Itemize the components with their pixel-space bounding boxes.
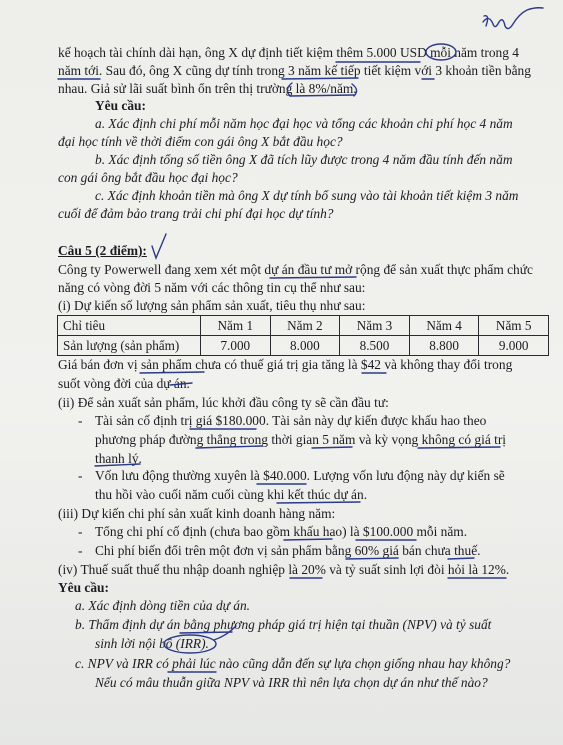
question-c-line: c. NPV và IRR có phải lúc nào cũng dẫn đến sự lựa chọn giống nhau hay không? [75,656,511,671]
table-cell: Chỉ tiêu [58,316,201,336]
table-cell: 9.000 [479,336,549,356]
question-c-line: cuối để đảm bảo trang trải chi phí đại học dự tính? [58,206,334,221]
table-cell: 7.000 [201,336,271,356]
bullet-dash: - [78,524,83,539]
table-cell: Năm 5 [479,316,549,336]
requirements-heading: Yêu cầu: [58,580,109,595]
question-a-line: a. Xác định chi phí mỗi năm học đại học và tổng các khoản chi phí học 4 năm [95,116,513,131]
text-line: kế hoạch tài chính dài hạn, ông X dự định tiết kiệm thêm 5.000 USD mỗi năm trong 4 [58,45,519,60]
bullet-dash: - [78,413,83,428]
question-c-line: c. Xác định khoản tiền mà ông X dự tính bổ sung vào tài khoản tiết kiệm 3 năm [95,188,519,203]
table-cell: Năm 1 [201,316,271,336]
text-line: Vốn lưu động thường xuyên là $40.000. Lượng vốn lưu động này dự kiến sẽ [95,468,505,483]
text-line: năm tới. Sau đó, ông X cũng dự tính trong 3 năm kế tiếp tiết kiệm với 3 khoản tiền bằng [58,63,531,78]
table-row [58,336,549,356]
table-cell: Năm 4 [409,316,479,336]
question-b-line: b. Xác định tổng số tiền ông X đã tích lũy được trong 4 năm đầu tính đến năm [95,152,513,167]
table-cell: 8.800 [409,336,479,356]
production-table [57,315,549,356]
table-cell: Năm 3 [340,316,410,336]
table-cell: 8.000 [270,336,340,356]
requirements-heading: Yêu cầu: [95,98,146,113]
question-a-line: a. Xác định dòng tiền của dự án. [75,598,251,613]
table-cell: Năm 2 [270,316,340,336]
table-header-row [58,316,549,336]
text-line: (iv) Thuế suất thuế thu nhập doanh nghiệp là 20% và tỷ suất sinh lợi đòi hỏi là 12%. [58,562,510,577]
table-cell: Sản lượng (sản phẩm) [58,336,201,356]
question-a-line: đại học tính về thời điểm con gái ông X bắt đầu học? [58,134,343,149]
question-c-line: Nếu có mâu thuẫn giữa NPV và IRR thì nên lựa chọn dự án như thế nào? [95,675,488,690]
text-line: (iii) Dự kiến chi phí sản xuất kinh doanh hàng năm: [58,506,336,521]
text-line: (ii) Để sản xuất sản phẩm, lúc khởi đầu công ty sẽ cần đầu tư: [58,395,389,410]
signature-mark [484,16,488,26]
text-line: suốt vòng đời của dự án. [58,376,190,391]
text-line: Chi phí biến đổi trên một đơn vị sản phẩm bằng 60% giá bán chưa thuế. [95,543,481,558]
bullet-dash: - [78,543,83,558]
text-line: năng có vòng đời 5 năm với các thông tin cụ thể như sau: [58,280,366,295]
text-line: (i) Dự kiến số lượng sản phẩm sản xuất, tiêu thụ như sau: [58,298,366,313]
bullet-dash: - [78,468,83,483]
question-b-line: b. Thẩm định dự án bằng phương pháp giá trị hiện tại thuần (NPV) và tỷ suất [75,617,492,632]
text-line: Tài sản cố định trị giá $180.000. Tài sản này dự kiến được khấu hao theo [95,413,487,428]
text-line: nhau. Giả sử lãi suất bình ổn trên thị trường là 8%/năm. [58,81,357,96]
section-title: Câu 5 (2 điểm): [58,243,147,258]
signature-mark [483,8,543,29]
text-line: Tổng chi phí cố định (chưa bao gồm khấu hao) là $100.000 mỗi năm. [95,524,468,539]
question-b-line: sinh lời nội bộ (IRR). [95,636,209,651]
text-line: phương pháp đường thẳng trong thời gian 5 năm và kỳ vọng không có giá trị [95,432,507,447]
text-line: thanh lý. [95,451,142,466]
text-line: Giá bán đơn vị sản phẩm chưa có thuế giá trị gia tăng là $42 và không thay đổi trong [58,357,513,372]
question-b-line: con gái ông bắt đầu học đại học? [58,170,238,185]
table-cell: 8.500 [340,336,410,356]
text-line: Công ty Powerwell đang xem xét một dự án đầu tư mở rộng để sản xuất thực phẩm chức [58,262,533,277]
text-line: thu hồi vào cuối năm cuối cùng khi kết thúc dự án. [95,487,368,502]
